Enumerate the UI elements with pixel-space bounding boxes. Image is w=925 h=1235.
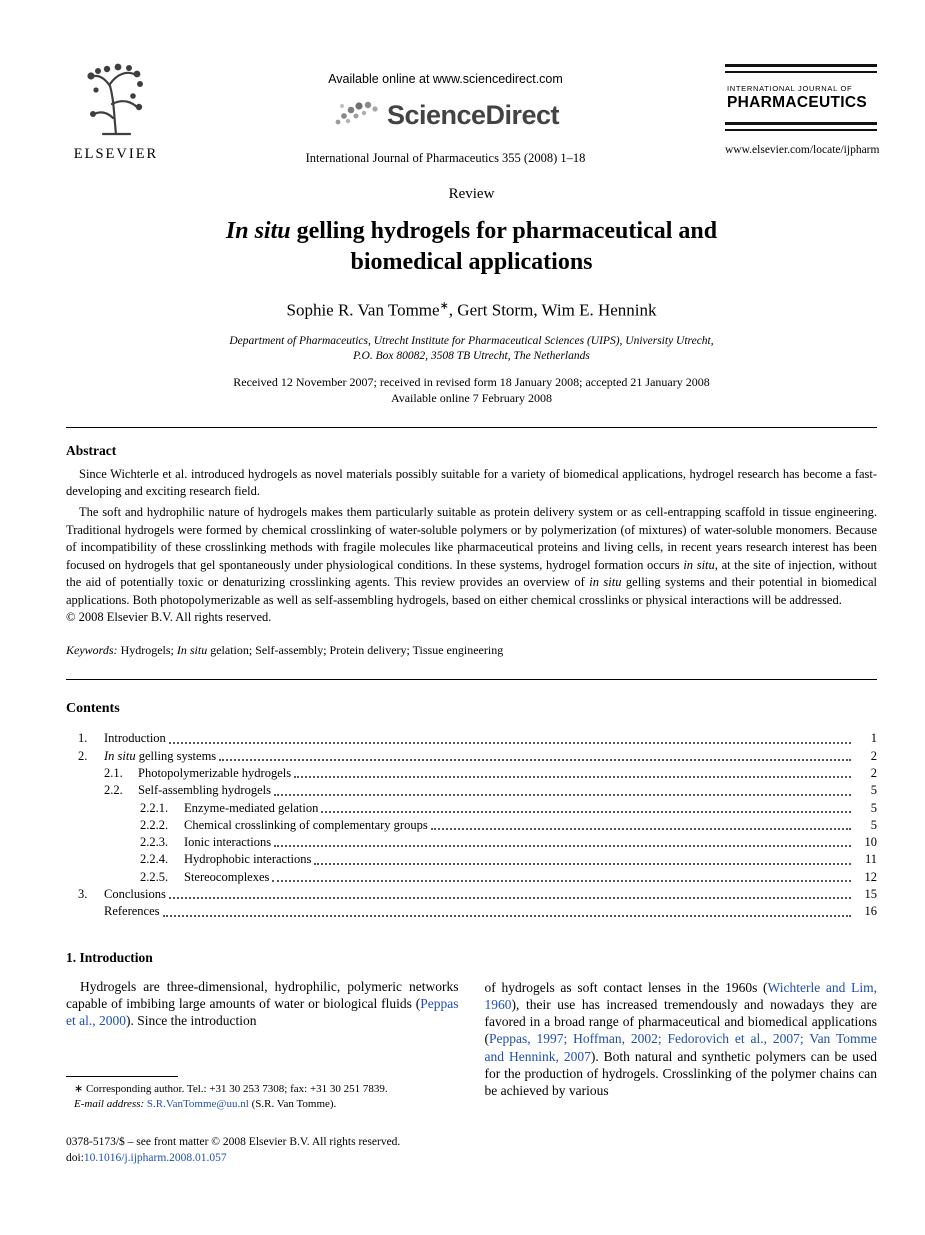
abstract-heading: Abstract [66, 442, 117, 458]
toc-label: Ionic interactions [184, 835, 272, 850]
toc-dot-leader [314, 851, 851, 864]
toc-item-ionic-interactions[interactable] [78, 834, 877, 851]
footnote-rule [66, 1076, 178, 1077]
toc-label: Chemical crosslinking of complementary groups [184, 817, 428, 832]
elsevier-logo [66, 62, 166, 163]
toc-dot-leader [274, 834, 851, 847]
toc-label: Hydrophobic interactions [184, 852, 312, 867]
article-history: Received 12 November 2007; received in revised form 18 January 2008; accepted 21 January 2008 Available online 7 February 2008 [233, 374, 710, 405]
issn-copyright-line: 0378-5173/$ – see front matter © 2008 Elsevier B.V. All rights reserved. [66, 1135, 401, 1148]
email-link[interactable]: S.R.VanTomme@uu.nl [144, 1098, 249, 1111]
toc-label: Stereocomplexes [184, 869, 270, 884]
toc-page-number: 11 [864, 852, 877, 867]
toc-page-number: 5 [870, 817, 877, 832]
toc-number: 2.2.2. [140, 817, 169, 832]
corresponding-author-note: ∗ Corresponding author. Tel.: +31 30 253 7308; fax: +31 30 251 7839. [74, 1082, 388, 1095]
toc-page-number: 12 [864, 869, 877, 884]
journal-url-link[interactable]: www.elsevier.com/locate/ijpharm [725, 144, 880, 156]
intro-paragraph-left: Hydrogels are three-dimensional, hydrophilic, polymeric networks capable of imbibing large amounts of water or biological fluids (Peppas et al., 2000). Since the introduction [66, 978, 459, 1029]
imprint-block [66, 1134, 459, 1167]
intro-paragraph-right: of hydrogels as soft contact lenses in the 1960s (Wichterle and Lim, 1960), their use has increased tremendously and nowadays they are favored in a broad range of pharmaceutical and biomedical applications (Peppas, 1997; Hoffman, 2002; Fedorovich et al., 2007; Van Tomme and Hennink, 2007). Both natural and synthetic polymers can be used for the production of hydrogels. Crosslinking of the polymer chains can be achieved by various [484, 979, 877, 1099]
toc-number: 2. [78, 748, 88, 763]
elsevier-tree-icon [83, 125, 149, 142]
journal-title-block [725, 62, 880, 156]
toc-dot-leader [431, 817, 851, 830]
toc-dot-leader [294, 765, 851, 778]
author-line: Sophie R. Van Tomme∗, Gert Storm, Wim E. Hennink [286, 300, 657, 320]
toc-item-stereocomplexes[interactable] [78, 869, 877, 886]
toc-item-in-situ-gelling-systems[interactable] [78, 748, 877, 765]
toc-item-photopolymerizable-hydrogels[interactable] [78, 765, 877, 782]
toc-dot-leader [163, 903, 851, 916]
section-heading-introduction: 1. Introduction [66, 949, 153, 965]
toc-label: Introduction [104, 731, 166, 746]
toc-page-number: 5 [870, 800, 877, 815]
article-category: Review [448, 186, 495, 202]
toc-item-enzyme-mediated-gelation[interactable] [78, 800, 877, 817]
toc-label: Enzyme-mediated gelation [184, 800, 319, 815]
article-title: In situ gelling hydrogels for pharmaceutical and biomedical applications [225, 218, 718, 275]
toc-dot-leader [274, 782, 851, 795]
citation-link-peppas-hoffman-fedorovich-vantomme[interactable]: Peppas, 1997; Hoffman, 2002; Fedorovich et al., 2007; Van Tomme and Hennink, 2007 [484, 1031, 877, 1064]
email-line: E-mail address: S.R.VanTomme@uu.nl (S.R. Van Tomme). [74, 1098, 337, 1111]
sciencedirect-dots-icon [332, 97, 380, 134]
right-column [485, 949, 878, 1167]
divider-rule [66, 679, 877, 680]
toc-number [78, 903, 104, 920]
journal-name-small: INTERNATIONAL JOURNAL OF [727, 84, 853, 93]
toc-number: 2.2.1. [140, 800, 169, 815]
left-column [66, 949, 459, 1167]
body-columns [66, 949, 877, 1167]
citation-link-peppas-2000[interactable]: Peppas et al., 2000 [66, 996, 459, 1029]
toc-label: Conclusions [104, 886, 166, 901]
sciencedirect-logo [332, 97, 559, 134]
doi-line: doi:10.1016/j.ijpharm.2008.01.057 [66, 1152, 227, 1165]
doi-link[interactable]: 10.1016/j.ijpharm.2008.01.057 [83, 1152, 227, 1165]
toc-label: In situ gelling systems [104, 748, 217, 763]
toc-dot-leader [169, 886, 851, 899]
divider-rule [66, 427, 877, 428]
toc-dot-leader [219, 748, 851, 761]
toc-number: 2.2. [104, 783, 123, 798]
keywords-line: Keywords: Hydrogels; In situ gelation; Self-assembly; Protein delivery; Tissue engineering [66, 643, 504, 658]
toc-item-introduction[interactable] [78, 730, 877, 747]
toc-page-number: 16 [864, 904, 877, 919]
journal-name-large: PHARMACEUTICS [727, 94, 867, 111]
table-of-contents [66, 730, 877, 920]
affiliation: Department of Pharmaceutics, Utrecht Institute for Pharmaceutical Sciences (UIPS), University Utrecht, P.O. Box 80082, 3508 TB Utrecht, The Netherlands [229, 334, 714, 362]
toc-number: 2.2.3. [140, 835, 169, 850]
abstract-paragraph-2: The soft and hydrophilic nature of hydrogels makes them particularly suitable as protein delivery system or as cell-entrapping scaffold in tissue engineering. Traditional hydrogels were formed by chemical crosslinking of water-soluble polymers or by polymerization (of mixtures) of water-soluble monomers. Because of incompatibility of these crosslinking methods with fragile molecules like pharmaceutical proteins and living cells, in recent years research interest has been focused on hydrogels that gel spontaneously under physiological conditions. In these systems, hydrogel formation occurs in situ, at the site of injection, without the aid of potentially toxic or denaturizing crosslinking agents. This review provides an overview of in situ gelling systems and their potential in biomedical applications. Both photopolymerizable as well as self-assembling hydrogels, based on either chemical crosslinks or physical interactions will be addressed. [66, 505, 877, 607]
toc-item-chemical-crosslinking[interactable] [78, 817, 877, 834]
toc-page-number: 15 [864, 886, 877, 901]
elsevier-wordmark: ELSEVIER [73, 146, 159, 162]
citation-link-wichterle-lim-1960[interactable]: Wichterle and Lim, 1960 [484, 979, 877, 1012]
toc-number: 3. [78, 886, 88, 901]
toc-number: 2.1. [104, 765, 123, 780]
toc-page-number: 10 [864, 835, 877, 850]
toc-number: 2.2.4. [140, 852, 169, 867]
journal-citation-line: International Journal of Pharmaceutics 355 (2008) 1–18 [305, 151, 586, 165]
corresponding-author-star: ∗ [439, 300, 449, 312]
toc-dot-leader [321, 800, 851, 813]
abstract-paragraph-1: Since Wichterle et al. introduced hydrogels as novel materials possibly suitable for a variety of biomedical applications, hydrogel research has become a fast-developing and exciting research field. [66, 466, 877, 499]
toc-dot-leader [169, 730, 851, 743]
footnote-block [66, 1076, 459, 1113]
toc-number: 2.2.5. [140, 869, 169, 884]
masthead [66, 62, 880, 166]
copyright-line: © 2008 Elsevier B.V. All rights reserved. [66, 609, 272, 624]
available-online-text: Available online at www.sciencedirect.com [328, 72, 563, 86]
contents-heading: Contents [66, 701, 120, 717]
toc-item-references[interactable] [78, 903, 877, 920]
double-rule-top [725, 64, 877, 73]
toc-item-self-assembling-hydrogels[interactable] [78, 782, 877, 799]
toc-page-number: 5 [870, 783, 877, 798]
toc-page-number: 2 [870, 748, 877, 763]
toc-item-hydrophobic-interactions[interactable] [78, 851, 877, 868]
toc-page-number: 2 [870, 765, 877, 780]
toc-page-number: 1 [870, 731, 877, 746]
toc-item-conclusions[interactable] [78, 886, 877, 903]
toc-label: Self-assembling hydrogels [138, 783, 271, 798]
masthead-center [166, 62, 725, 166]
sciencedirect-wordmark: ScienceDirect [386, 100, 560, 130]
toc-label: References [104, 904, 160, 919]
toc-number: 1. [78, 731, 88, 746]
toc-dot-leader [272, 869, 851, 882]
double-rule-bottom [725, 122, 877, 131]
toc-label: Photopolymerizable hydrogels [138, 765, 292, 780]
